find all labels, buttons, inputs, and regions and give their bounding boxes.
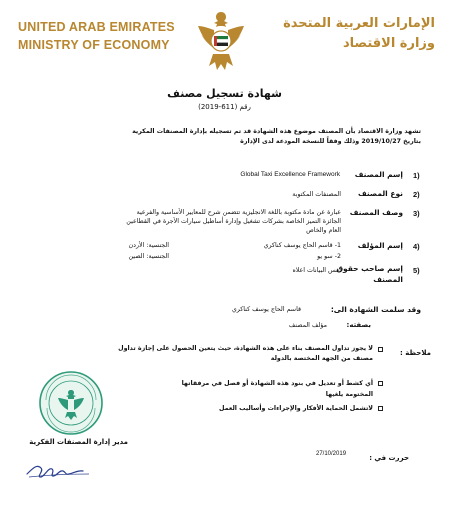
field-3-value-line-3: العام والخاص xyxy=(306,227,341,234)
note-1-line-1: لا يجوز تداول المصنف بناء على هذه الشهادة، حيث يتعين الحصول على إجازة تداول xyxy=(118,345,373,352)
field-5-label: إسم صاحب حقوق xyxy=(336,264,403,273)
note-2-checkbox-icon xyxy=(378,381,383,386)
author-2-nationality: الجنسية: الصين xyxy=(128,253,169,260)
note-2-line-2: المختومة يلغيها xyxy=(325,391,373,398)
field-4-number: 4) xyxy=(413,242,420,251)
intro-line-2: بتاريخ 2019/10/27 وذلك وفقاً للنسخة المودعة لدى الإدارة xyxy=(240,138,421,145)
field-1-label: إسم المصنف xyxy=(354,170,403,179)
field-2-label: نوع المصنف xyxy=(357,189,403,198)
field-3-value-line-2: الجائزة التميز الخاصة بشركات تشغيل وإدارة أساطيل سيارات الأجرة في القطاعين xyxy=(126,218,341,225)
capacity-label: بصفته: xyxy=(346,321,371,329)
intro-line-1: تشهد وزارة الاقتصاد بأن المصنف موضوع هذه الشهادة قد تم تسجيله بإدارة المصنفات المكرية xyxy=(132,128,421,135)
field-3-number: 3) xyxy=(413,209,420,218)
header-ar-ministry: وزارة الاقتصاد xyxy=(342,36,435,51)
author-2-name: 2- سو يو xyxy=(317,253,341,260)
note-1-checkbox-icon xyxy=(378,347,383,352)
certificate-number: رقم (611-2019) xyxy=(198,103,251,111)
emirates-falcon-emblem-icon xyxy=(195,8,247,74)
field-1-value: Global Taxi Excellence Framework xyxy=(240,171,340,178)
field-2-number: 2) xyxy=(413,190,420,199)
director-label: مدير إدارة المصنفات الفكرية xyxy=(29,438,128,446)
field-1-number: 1) xyxy=(413,171,420,180)
author-1-nationality: الجنسية: الأردن xyxy=(128,242,169,249)
issued-to-name: قاسم الحاج يوسف كناكري xyxy=(231,306,301,313)
field-5-number: 5) xyxy=(413,266,420,275)
issued-on-date: 27/10/2019 xyxy=(316,451,347,457)
header-ar-country: الإمارات العربية المتحدة xyxy=(283,16,435,31)
note-2-line-1: أي كشط أو تعديل في بنود هذه الشهادة أو فصل في مرفقاتها xyxy=(181,380,373,387)
note-3-checkbox-icon xyxy=(378,406,383,411)
field-3-label: وصف المصنف xyxy=(349,208,403,217)
field-3-value-line-1: عبارة عن مادة مكتوبة باللغة الانجليزية تتضمن شرح للمعايير الأساسية والفرعية xyxy=(136,209,341,216)
note-1-line-2: مصنف من الجهة المختصة بالدولة xyxy=(270,355,373,362)
capacity-value: مؤلف المصنف xyxy=(288,322,327,329)
note-3-line-1: لاتشمل الحماية الأفكار والإجراءات وأساليب العمل xyxy=(219,405,373,412)
field-4-label: إسم المؤلف xyxy=(357,241,403,250)
issued-to-label: وقد سلمت الشهادة الى: xyxy=(330,305,421,314)
ministry-stamp-icon xyxy=(38,370,104,436)
certificate-title: شهادة تسجيل مصنف xyxy=(167,87,282,100)
author-1-name: 1- قاسم الحاج يوسف كناكري xyxy=(263,242,341,249)
field-5-value: نفس البيانات اعلاه xyxy=(292,267,341,274)
field-5-label-2: المصنف xyxy=(373,275,403,284)
header-en-country: UNITED ARAB EMIRATES xyxy=(18,20,175,34)
notes-label: ملاحظة : xyxy=(400,349,431,357)
signature-icon xyxy=(24,456,94,482)
header-en-ministry: MINISTRY OF ECONOMY xyxy=(18,38,170,52)
field-2-value: المصنفات المكتوبة xyxy=(292,191,341,198)
issued-on-label: حررت في : xyxy=(369,454,409,462)
